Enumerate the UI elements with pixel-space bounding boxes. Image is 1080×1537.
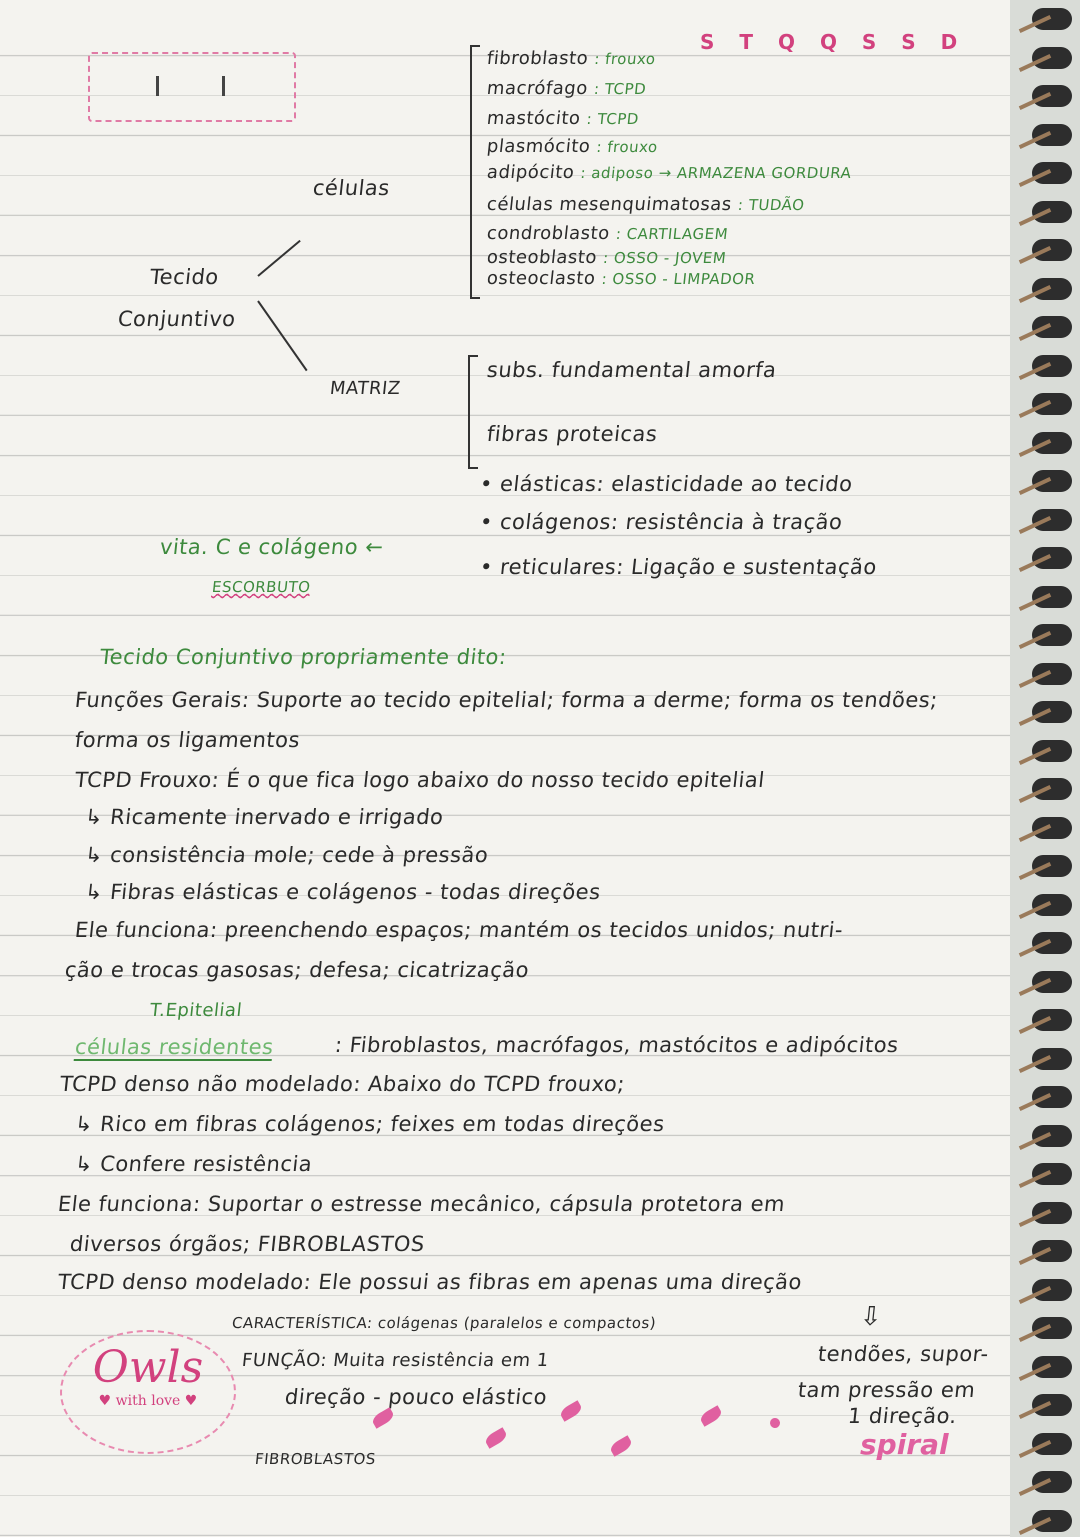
arrow-up: [257, 240, 300, 277]
root-label-2: Conjuntivo: [116, 307, 237, 331]
cell-name: mastócito: [485, 108, 582, 129]
cell-note: : TUDÃO: [736, 196, 806, 214]
matrix-item: subs. fundamental amorfa: [485, 358, 778, 382]
spiral-ring: [1032, 201, 1072, 223]
fiber-item: • elásticas: elasticidade ao tecido: [478, 472, 854, 496]
note-line: Funções Gerais: Suporte ao tecido epitelial; forma a derme; forma os tendões;: [73, 688, 940, 712]
spiral-ring: [1032, 278, 1072, 300]
vitamin-c-note: vita. C e colágeno ←: [158, 535, 385, 559]
matrix-label: MATRIZ: [328, 378, 402, 399]
spiral-ring: [1032, 1279, 1072, 1301]
note-line: ↳ Fibras elásticas e colágenos - todas direções: [83, 880, 602, 904]
root-label-1: Tecido: [148, 265, 221, 289]
cell-name: osteoclasto: [485, 268, 597, 289]
note-line: Ele funciona: Suportar o estresse mecânico, cápsula protetora em: [56, 1192, 787, 1216]
section-title: Tecido Conjuntivo propriamente dito:: [98, 645, 508, 669]
note-line: CARACTERÍSTICA: colágenas (paralelos e compactos): [231, 1314, 658, 1332]
cell-note: : TCPD: [593, 80, 648, 98]
cell-name: plasmócito: [485, 136, 592, 157]
spiral-ring: [1032, 124, 1072, 146]
note-line: T.Epitelial: [148, 1000, 244, 1021]
cell-name: fibroblasto: [485, 48, 590, 69]
petal-decoration: [370, 1407, 395, 1428]
spiral-ring: [1032, 1202, 1072, 1224]
cell-type: [486, 78, 647, 99]
petal-decoration: [608, 1435, 633, 1456]
spiral-ring: [1032, 586, 1072, 608]
escorbuto: ESCORBUTO: [211, 578, 312, 596]
note-line: ↳ Confere resistência: [73, 1152, 314, 1176]
date-box: [88, 52, 296, 122]
matrix-item: fibras proteicas: [485, 422, 659, 446]
cell-name: osteoblasto: [485, 247, 599, 268]
weekday-markers: S T Q Q S S D: [700, 30, 958, 54]
note-line: ↳ Rico em fibras colágenos; feixes em todas direções: [73, 1112, 666, 1136]
cell-name: células mesenquimatosas: [485, 194, 733, 215]
note-line: direção - pouco elástico: [283, 1385, 549, 1409]
cell-note: : TCPD: [585, 110, 640, 128]
logo-subtext: ♥ with love ♥: [98, 1393, 198, 1409]
petal-decoration: [698, 1405, 723, 1426]
spiral-ring: [1032, 971, 1072, 993]
cell-type: [486, 194, 806, 215]
fiber-item: • reticulares: Ligação e sustentação: [478, 555, 879, 579]
note-line: TCPD denso modelado: Ele possui as fibras em apenas uma direção: [56, 1270, 804, 1294]
note-line: TCPD Frouxo: É o que fica logo abaixo do nosso tecido epitelial: [73, 768, 766, 792]
spiral-ring: [1032, 817, 1072, 839]
petal-decoration: [558, 1400, 583, 1421]
cell-type: [486, 223, 729, 244]
cell-note: : OSSO - LIMPADOR: [600, 270, 757, 288]
spiral-binding: [1010, 0, 1080, 1537]
spiral-ring: [1032, 509, 1072, 531]
cell-note: : CARTILAGEM: [614, 225, 730, 243]
matrix-bracket: [468, 355, 478, 469]
brand-logo: spiral: [860, 1428, 949, 1461]
note-line: ↳ consistência mole; cede à pressão: [83, 843, 490, 867]
spiral-ring: [1032, 894, 1072, 916]
resident-text: : Fibroblastos, macrófagos, mastócitos e adipócitos: [333, 1033, 900, 1057]
note-line: Ele funciona: preenchendo espaços; mantém os tecidos unidos; nutri-: [73, 918, 845, 942]
spiral-ring: [1032, 1125, 1072, 1147]
note-line: diversos órgãos; FIBROBLASTOS: [68, 1232, 426, 1256]
cell-note: : frouxo: [595, 138, 659, 156]
note-line: TCPD denso não modelado: Abaixo do TCPD frouxo;: [58, 1072, 627, 1096]
petal-decoration: [483, 1427, 508, 1448]
spiral-ring: [1032, 663, 1072, 685]
cells-bracket: [470, 45, 480, 299]
note-line: FIBROBLASTOS: [254, 1450, 377, 1468]
down-arrow-icon: ⇩: [858, 1302, 884, 1332]
logo-text: Owls: [92, 1342, 204, 1393]
spiral-ring: [1032, 1048, 1072, 1070]
cell-note: : OSSO - JOVEM: [602, 249, 728, 267]
resident-label: células residentes: [73, 1035, 275, 1059]
spiral-ring: [1032, 1433, 1072, 1455]
note-line: FUNÇÃO: Muita resistência em 1: [240, 1350, 550, 1371]
spiral-ring: [1032, 47, 1072, 69]
petal-decoration: [768, 1416, 782, 1430]
cell-note: : adiposo → ARMAZENA GORDURA: [579, 164, 853, 182]
spiral-ring: [1032, 432, 1072, 454]
cell-name: macrófago: [485, 78, 589, 99]
cells-label: células: [311, 176, 392, 200]
spiral-ring: [1032, 740, 1072, 762]
cell-type: [486, 247, 727, 268]
arrow-down: [257, 300, 307, 371]
note-line: ↳ Ricamente inervado e irrigado: [83, 805, 445, 829]
spiral-ring: [1032, 355, 1072, 377]
cell-type: [486, 268, 757, 289]
cell-type: [486, 108, 640, 129]
note-line: forma os ligamentos: [73, 728, 302, 752]
cell-type: [486, 162, 853, 183]
cell-name: condroblasto: [485, 223, 611, 244]
cell-type: [486, 48, 657, 69]
spiral-ring: [1032, 1510, 1072, 1532]
side-note: tendões, supor-: [816, 1342, 990, 1366]
cell-note: : frouxo: [593, 50, 657, 68]
cell-type: [486, 136, 659, 157]
side-note: tam pressão em: [796, 1378, 977, 1402]
owls-logo: [60, 1330, 236, 1454]
fiber-item: • colágenos: resistência à tração: [478, 510, 844, 534]
spiral-ring: [1032, 1356, 1072, 1378]
note-line: ção e trocas gasosas; defesa; cicatrização: [63, 958, 531, 982]
side-note: 1 direção.: [846, 1404, 959, 1428]
cell-name: adipócito: [485, 162, 576, 183]
